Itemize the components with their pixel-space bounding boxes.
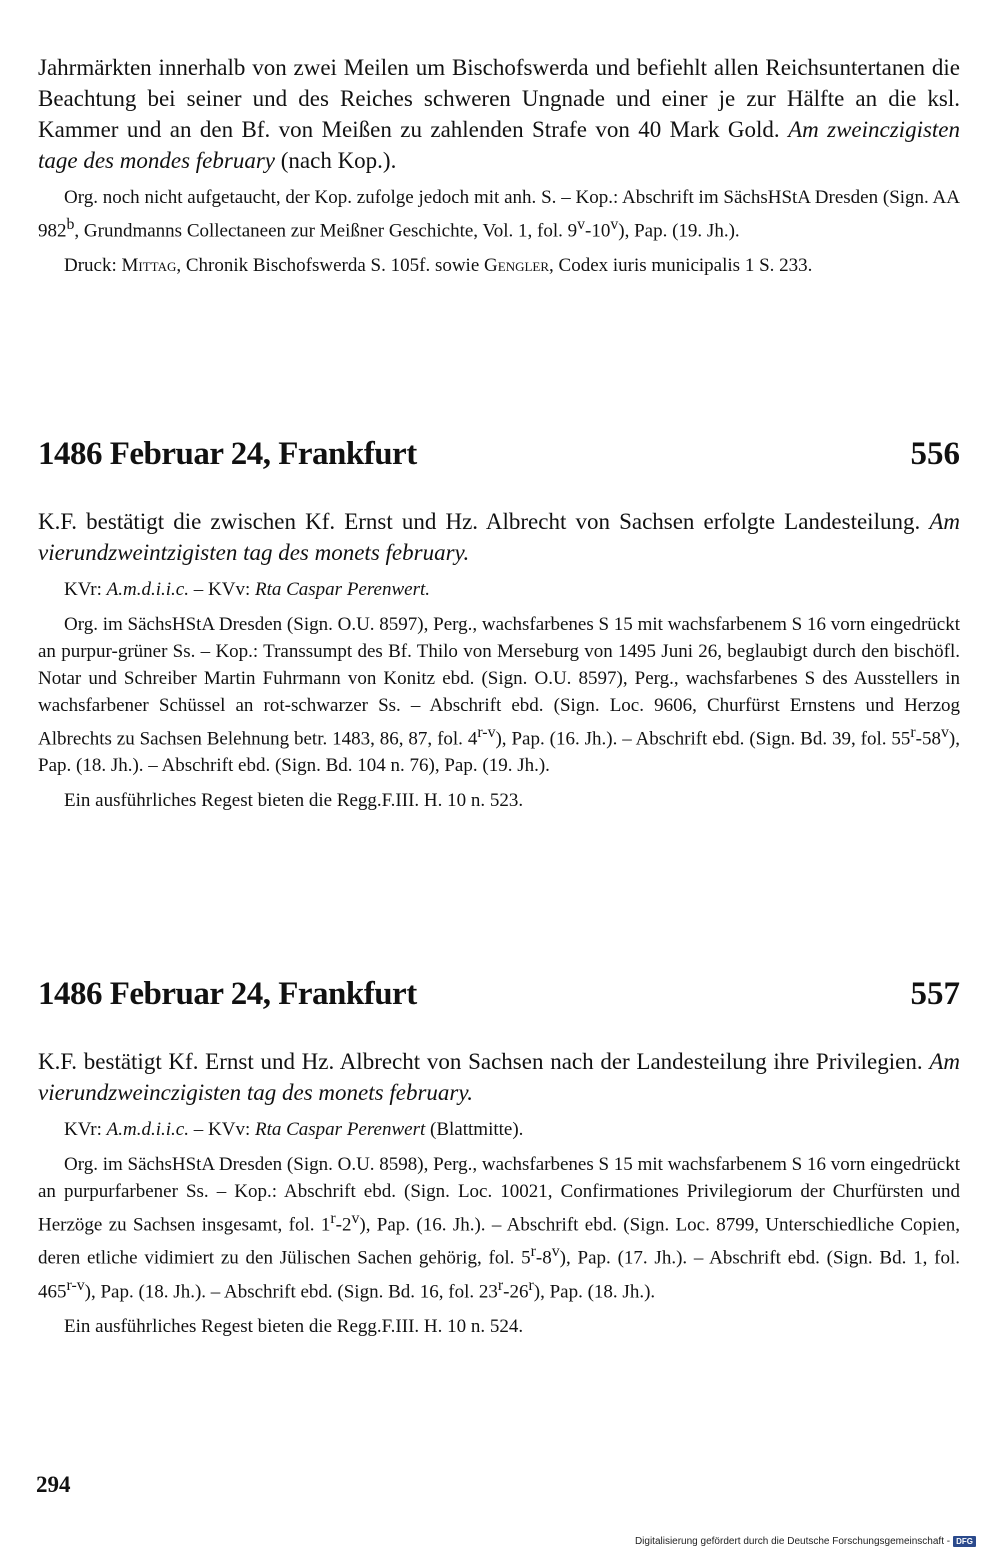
entry-date-place: 1486 Februar 24, Frankfurt <box>38 976 417 1012</box>
digitization-footer <box>635 1536 976 1547</box>
entry-556-body <box>38 506 960 814</box>
entry-number: 556 <box>910 436 960 472</box>
entry-date-place: 1486 Februar 24, Frankfurt <box>38 436 417 472</box>
continuation-section <box>38 52 960 279</box>
entry-regest: K.F. bestätigt Kf. Ernst und Hz. Albrecht von Sachsen nach der Landesteilung ihre Privilegien. Am vierundzweinczigisten tag des monets february. <box>38 1049 960 1105</box>
entry-556-heading <box>38 434 960 474</box>
tradition-note: Org. noch nicht aufgetaucht, der Kop. zufolge jedoch mit anh. S. – Kop.: Abschrift im SächsHStA Dresden (Sign. AA 982$^b$, Grundmanns Collectaneen zur Meißner Geschichte, Vol. 1, fol. 9$^v$-10$^v$), Pap. (19. Jh.). <box>38 187 960 242</box>
entry-regest: K.F. bestätigt die zwischen Kf. Ernst und Hz. Albrecht von Sachsen erfolgte Landesteilung. Am vierundzweintzigisten tag des monets february. <box>38 509 960 565</box>
dfg-logo-icon: DFG <box>953 1536 976 1547</box>
print-note: Druck: Mittag, Chronik Bischofswerda S. 105f. sowie Gengler, Codex iuris municipalis 1 S. 233. <box>64 255 813 277</box>
entry-chancery-notes: KVr: A.m.d.i.i.c. – KVv: Rta Caspar Perenwert. <box>64 579 431 600</box>
entry-tradition: Org. im SächsHStA Dresden (Sign. O.U. 8597), Perg., wachsfarbenes S 15 mit wachsfarbenem S 16 vorn eingedrückt an purpur-grüner Ss. – Kop.: Transsumpt des Bf. Thilo von Merseburg von 1495 Juni 26, beglaubigt durch den bischöfl. Notar und Schreiber Martin Fuhrmann von Konitz ebd. (Sign. O.U. 8597), Perg., wachsfarbenes S des Ausstellers in wachsfarbener Schüssel an rot-schwarzer Ss. – Abschrift ebd. (Sign. Loc. 9606, Churfürst Ernstens und Herzog Albrechts zu Sachsen Belehnung betr. 1483, 86, 87, fol. 4$^{r-v}$), Pap. (16. Jh.). – Abschrift ebd. (Sign. Bd. 39, fol. 55$^r$-58$^v$), Pap. (18. Jh.). – Abschrift ebd. (Sign. Bd. 104 n. 76), Pap. (19. Jh.). <box>38 614 960 777</box>
entry-557-body <box>38 1046 960 1340</box>
entry-chancery-notes: KVr: A.m.d.i.i.c. – KVv: Rta Caspar Perenwert (Blattmitte). <box>64 1119 524 1140</box>
footer-credit: Digitalisierung gefördert durch die Deutsche Forschungsgemeinschaft - <box>634 1536 951 1547</box>
entry-regest-reference: Ein ausführliches Regest bieten die Regg.F.III. H. 10 n. 523. <box>64 790 524 812</box>
entry-tradition: Org. im SächsHStA Dresden (Sign. O.U. 8598), Perg., wachsfarbenes S 15 mit wachsfarbenem S 16 vorn eingedrückt an purpurfarbener Ss. – Kop.: Abschrift ebd. (Sign. Loc. 10021, Confirmationes Privilegiorum der Churfürsten und Herzöge zu Sachsen insgesamt, fol. 1$^r$-2$^v$), Pap. (16. Jh.). – Abschrift ebd. (Sign. Loc. 8799, Unterschiedliche Copien, deren etliche vidimiert zu den Jülischen Sachen gehörig, fol. 5$^r$-8$^v$), Pap. (17. Jh.). – Abschrift ebd. (Sign. Bd. 1, fol. 465$^{r-v}$), Pap. (18. Jh.). – Abschrift ebd. (Sign. Bd. 16, fol. 23$^r$-26$^r$), Pap. (18. Jh.). <box>38 1154 961 1302</box>
entry-regest-reference: Ein ausführliches Regest bieten die Regg.F.III. H. 10 n. 524. <box>64 1315 524 1337</box>
entry-557-heading <box>38 974 960 1014</box>
page-number: 294 <box>36 1472 71 1497</box>
entry-number: 557 <box>910 976 960 1012</box>
continued-regest: Jahrmärkten innerhalb von zwei Meilen um Bischofswerda und befiehlt allen Reichsuntertanen die Beachtung bei seiner und des Reiches schweren Ungnade und einer je zur Hälfte an die ksl. Kammer und an den Bf. von Meißen zu zahlenden Strafe von 40 Mark Gold. Am zweinczigisten tage des mondes february (nach Kop.). <box>38 55 961 173</box>
